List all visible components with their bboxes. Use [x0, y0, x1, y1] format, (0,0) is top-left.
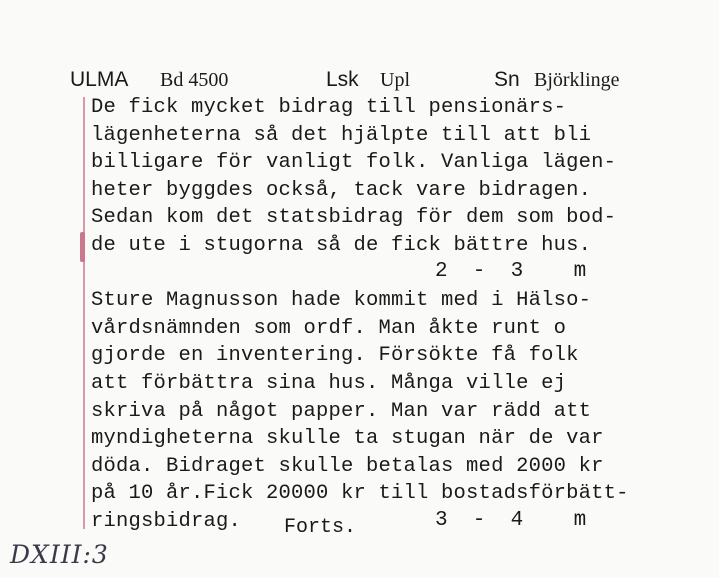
ulma-label: ULMA	[70, 68, 129, 91]
text-line: heter byggdes också, tack vare bidragen.	[91, 178, 592, 202]
lsk-value: Upl	[380, 69, 410, 91]
text-line: Sedan kom det statsbidrag för dem som bod-	[91, 206, 617, 230]
page-marker-1: 2 - 3 m	[435, 260, 587, 283]
text-line: Sture Magnusson hade kommit med i Hälso-	[91, 289, 592, 313]
lsk-label: Lsk	[326, 68, 359, 91]
forts-label: Forts.	[284, 516, 357, 539]
text-line: de ute i stugorna så de fick bättre hus.	[91, 233, 592, 257]
page-marker-2: 3 - 4 m	[435, 509, 587, 532]
text-line: att förbättra sina hus. Många ville ej	[91, 371, 567, 395]
text-line-spacer	[91, 260, 711, 288]
text-line: billigare för vanligt folk. Vanliga lägen-	[91, 151, 617, 175]
archive-stamp: DXIII:3	[10, 540, 109, 569]
text-line: lägenheterna så det hjälpte till att bli	[91, 123, 592, 147]
text-line: De fick mycket bidrag till pensionärs-	[91, 96, 567, 119]
ulma-value: Bd 4500	[160, 69, 229, 91]
margin-rule	[83, 97, 85, 529]
transcript-text	[91, 94, 711, 536]
text-line: skriva på något papper. Man var rädd att	[91, 399, 592, 423]
text-line: ringsbidrag.	[91, 509, 242, 533]
text-line: på 10 år.Fick 20000 kr till bostadsförbätt-	[91, 482, 629, 506]
sn-value: Björklinge	[534, 69, 620, 91]
text-line: gjorde en inventering. Försökte få folk	[91, 344, 579, 368]
text-line: vårdsnämnden som ordf. Man åkte runt o	[91, 316, 567, 340]
text-line: myndigheterna skulle ta stugan när de var	[91, 427, 604, 451]
sn-label: Sn	[494, 68, 520, 91]
text-line: döda. Bidraget skulle betalas med 2000 kr	[91, 454, 604, 478]
margin-mark	[80, 232, 85, 262]
